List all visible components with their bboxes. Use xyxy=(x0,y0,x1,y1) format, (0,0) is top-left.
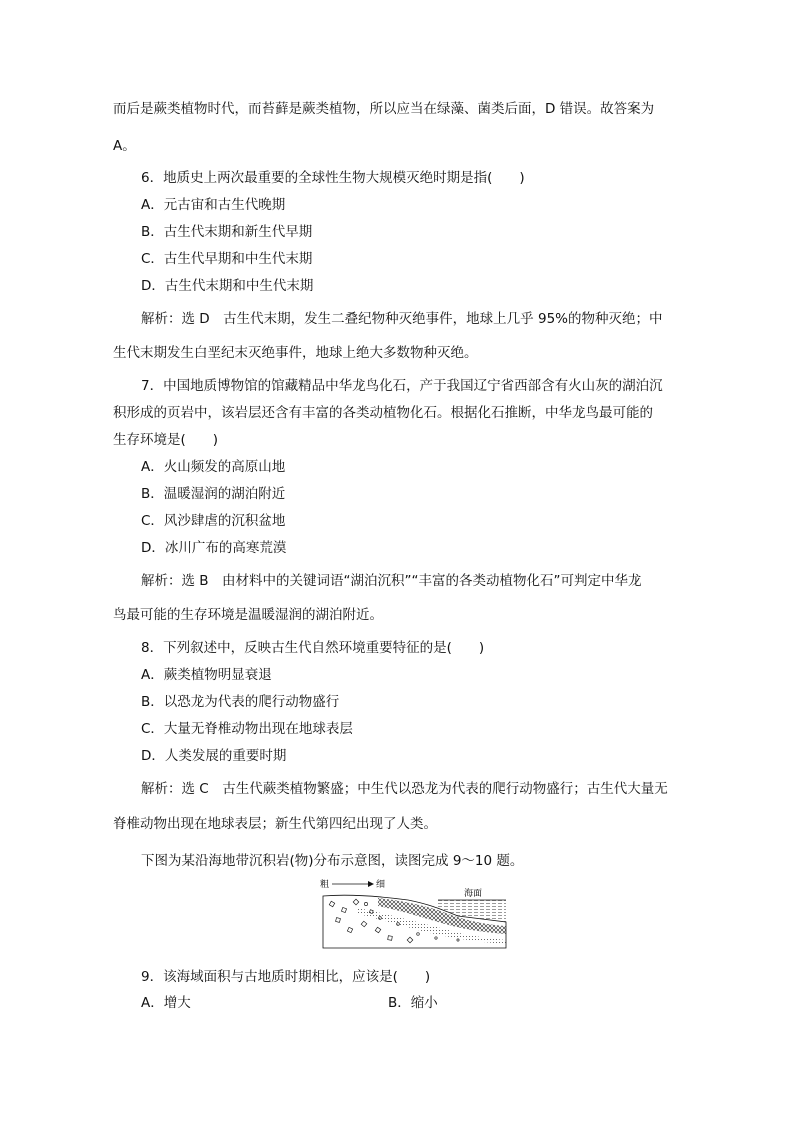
q8-analysis-cont: 脊椎动物出现在地球表层；新生代第四纪出现了人类。 xyxy=(113,816,437,832)
q7-option-c: C．风沙肆虐的沉积盆地 xyxy=(141,513,286,529)
q6-analysis-cont: 生代末期发生白垩纪末灭绝事件，地球上绝大多数物种灭绝。 xyxy=(113,345,478,361)
q8-option-b: B．以恐龙为代表的爬行动物盛行 xyxy=(141,694,340,710)
label-fine: 细 xyxy=(376,880,386,890)
q9-option-b: B．缩小 xyxy=(388,995,438,1011)
q6-option-d: D．古生代末期和中生代末期 xyxy=(141,278,314,294)
q6-analysis: 解析：选 D 古生代末期，发生二叠纪物种灭绝事件，地球上几乎 95%的物种灭绝；中 xyxy=(141,311,663,327)
q7-option-a: A．火山频发的高原山地 xyxy=(141,459,286,475)
sediment-diagram-svg xyxy=(318,878,508,950)
question-7-line2: 积形成的页岩中，该岩层还含有丰富的各类动植物化石。根据化石推断，中华龙鸟最可能的 xyxy=(113,405,653,421)
q8-option-c: C．大量无脊椎动物出现在地球表层 xyxy=(141,721,353,737)
q7-analysis-cont: 鸟最可能的生存环境是温暖湿润的湖泊附近。 xyxy=(113,607,383,623)
sediment-diagram xyxy=(318,878,508,950)
q9-option-a: A．增大 xyxy=(141,995,191,1011)
q6-option-a: A．元古宙和古生代晚期 xyxy=(141,197,286,213)
question-8: 8．下列叙述中，反映古生代自然环境重要特征的是( ) xyxy=(141,640,485,656)
figure-intro: 下图为某沿海地带沉积岩(物)分布示意图，读图完成 9～10 题。 xyxy=(141,853,524,869)
label-sea-surface: 海面 xyxy=(464,889,483,899)
question-6: 6．地质史上两次最重要的全球性生物大规模灭绝时期是指( ) xyxy=(141,170,525,186)
q7-analysis: 解析：选 B 由材料中的关键词语“湖泊沉积”“丰富的各类动植物化石”可判定中华龙 xyxy=(141,573,642,589)
q6-option-b: B．古生代末期和新生代早期 xyxy=(141,224,313,240)
q8-option-a: A．蕨类植物明显衰退 xyxy=(141,667,272,683)
question-7: 7．中国地质博物馆的馆藏精品中华龙鸟化石，产于我国辽宁省西部含有火山灰的湖泊沉 xyxy=(141,378,663,394)
q6-option-c: C．古生代早期和中生代末期 xyxy=(141,251,313,267)
q8-analysis: 解析：选 C 古生代蕨类植物繁盛；中生代以恐龙为代表的爬行动物盛行；古生代大量无 xyxy=(141,781,668,797)
answer-continuation-end: A。 xyxy=(113,138,136,154)
question-9: 9．该海域面积与古地质时期相比，应该是( ) xyxy=(141,969,431,985)
label-coarse: 粗 xyxy=(320,880,330,890)
question-7-line3: 生存环境是( ) xyxy=(113,432,219,448)
q7-option-b: B．温暖湿润的湖泊附近 xyxy=(141,486,286,502)
arrow-head-icon xyxy=(368,881,374,887)
answer-continuation-line: 而后是蕨类植物时代，而苔藓是蕨类植物，所以应当在绿藻、菌类后面，D 错误。故答案为 xyxy=(113,101,655,117)
q7-option-d: D．冰川广布的高寒荒漠 xyxy=(141,540,287,556)
q8-option-d: D．人类发展的重要时期 xyxy=(141,748,287,764)
